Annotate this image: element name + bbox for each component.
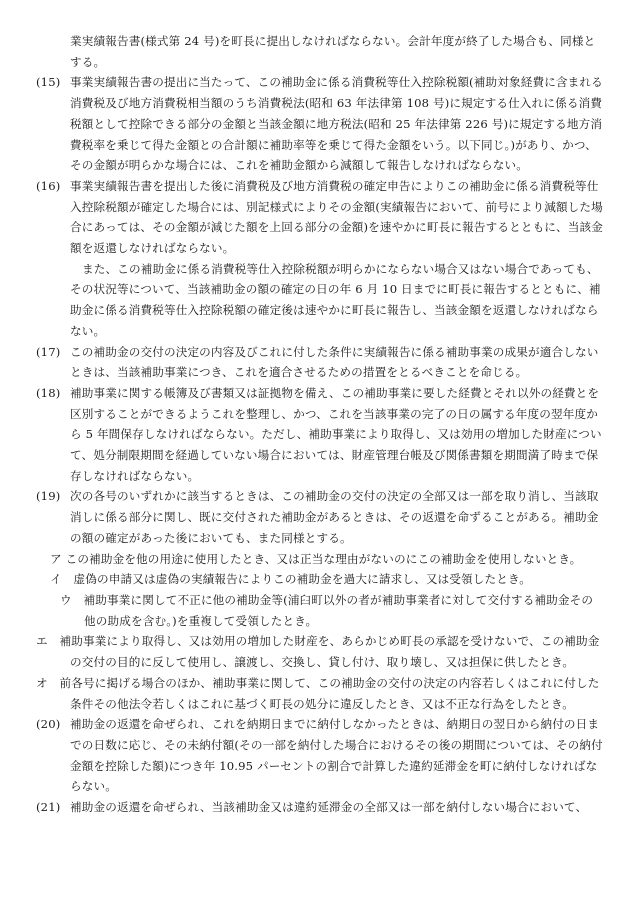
clause-number: (19) — [36, 489, 61, 504]
clause-text: 事業実績報告書の提出に当たって、この補助金に係る消費税等仕入控除税額(補助対象経費に含まれる消費税及び地方消費税相当額のうち消費税法(昭和 63 年法律第 108 号)に規定する仕入れに係る消費税額として控除できる部分の金額と当該金額に地方税法(昭和 25 年法律第 226 号)に規定する地方消費税率を乗じて得た金額との合計額に補助率等を乗じて得た金額をいう。以下同じ。)があり、かつ、その金額が明らかな場合には、これを補助金額から減額して報告しなければならない。 — [70, 75, 603, 173]
clause-18 — [36, 383, 604, 487]
subitem-text: 補助事業により取得し、又は効用の増加した財産を、あらかじめ町長の承認を受けないで、この補助金の交付の目的に反して使用し、譲渡し、交換し、貸し付け、取り壊し、又は担保に供したとき。 — [59, 634, 600, 670]
clause-text: 次の各号のいずれかに該当するときは、この補助金の交付の決定の全部又は一部を取り消し、当該取消しに係る部分に関し、既に交付された補助金があるときは、その返還を命ずることがある。補助金の額の確定があった後においても、また同様とする。 — [70, 489, 599, 545]
subitem-text: 前各号に掲げる場合のほか、補助事業に関して、この補助金の交付の決定の内容若しくはこれに付した条件その他法令若しくはこれに基づく町長の処分に違反したとき、又は不正な行為をしたとき。 — [59, 675, 600, 711]
subitem-label: ア — [50, 551, 62, 566]
clause-number: (17) — [36, 344, 61, 359]
subitem-label: ウ — [60, 592, 72, 607]
clause-15 — [36, 72, 604, 176]
clause-number: (21) — [36, 800, 61, 815]
subitem-i — [36, 569, 604, 590]
subitem-label: オ — [36, 675, 48, 690]
clause-16-paragraph: また、この補助金に係る消費税等仕入控除税額が明らかにならない場合又はない場合であっても、その状況等について、当該補助金の額の確定の日の年 6 月 10 日までに町長に報告するとともに、補助金に係る消費税等仕入控除税額の確定後は速やかに町長に報告し、当該金額を返還しなければならない。 — [70, 261, 601, 338]
clause-19 — [36, 486, 604, 548]
clause-text: 補助金の返還を命ぜられ、当該補助金又は違約延滞金の全部又は一部を納付しない場合において、 — [70, 800, 588, 815]
clause-text: 事業実績報告書を提出した後に消費税及び地方消費税の確定申告によりこの補助金に係る消費税等仕入控除税額が確定した場合には、別記様式によりその金額(実績報告において、前号により減額した場合にあっては、その金額が減じた額を上回る部分の金額)を速やかに町長に報告するとともに、当該金額を返還しなければならない。 — [70, 178, 604, 256]
subitem-text: 虚偽の申請又は虚偽の実績報告によりこの補助金を過大に請求し、又は受領したとき。 — [73, 572, 532, 587]
clause-16 — [36, 176, 604, 259]
clause-20 — [36, 714, 604, 797]
clause-text: 補助事業に関する帳簿及び書類又は証拠物を備え、この補助事業に要した経費とそれ以外の経費とを区別することができるようこれを整理し、かつ、これを当該事業の完了の日の属する年度の翌年度から 5 年間保存しなければならない。ただし、補助事業により取得し、又は効用の増加した財産について、処分制限期間を経過していない場合においては、財産管理台帳及び関係書類を期間満了時まで保存しなければならない。 — [70, 385, 602, 483]
clause-number: (16) — [36, 178, 61, 193]
subitem-u — [36, 590, 604, 631]
subitem-label: エ — [36, 634, 48, 649]
subitem-label: イ — [50, 572, 62, 587]
subitem-e — [36, 631, 604, 672]
subitem-text: この補助金を他の用途に使用したとき、又は正当な理由がないのにこの補助金を使用しないとき。 — [65, 551, 582, 566]
clause-number: (20) — [36, 717, 61, 732]
clause-number: (15) — [36, 75, 61, 90]
clause-21 — [36, 797, 604, 818]
subitem-a — [36, 549, 604, 570]
clause-17 — [36, 342, 604, 383]
clause-number: (18) — [36, 385, 61, 400]
clause-text: 補助金の返還を命ぜられ、これを納期日までに納付しなかったときは、納期日の翌日から納付の日までの日数に応じ、その未納付額(その一部を納付した場合におけるその後の期間については、その納付金額を控除した額)につき年 10.95 パーセントの割合で計算した違約延滞金を町に納付しなければならない。 — [70, 717, 603, 794]
clause-text: この補助金の交付の決定の内容及びこれに付した条件に実績報告に係る補助事業の成果が適合しないときは、当該補助事業につき、これを適合させるための措置をとるべきことを命じる。 — [70, 344, 599, 380]
subitem-text: 補助事業に関して不正に他の補助金等(浦臼町以外の者が補助事業者に対して交付する補助金その他の助成を含む。)を重複して受領したとき。 — [83, 592, 594, 628]
paragraph-continuation: 業実績報告書(様式第 24 号)を町長に提出しなければならない。会計年度が終了した場合も、同様とする。 — [70, 34, 596, 69]
subitem-o — [36, 673, 604, 714]
